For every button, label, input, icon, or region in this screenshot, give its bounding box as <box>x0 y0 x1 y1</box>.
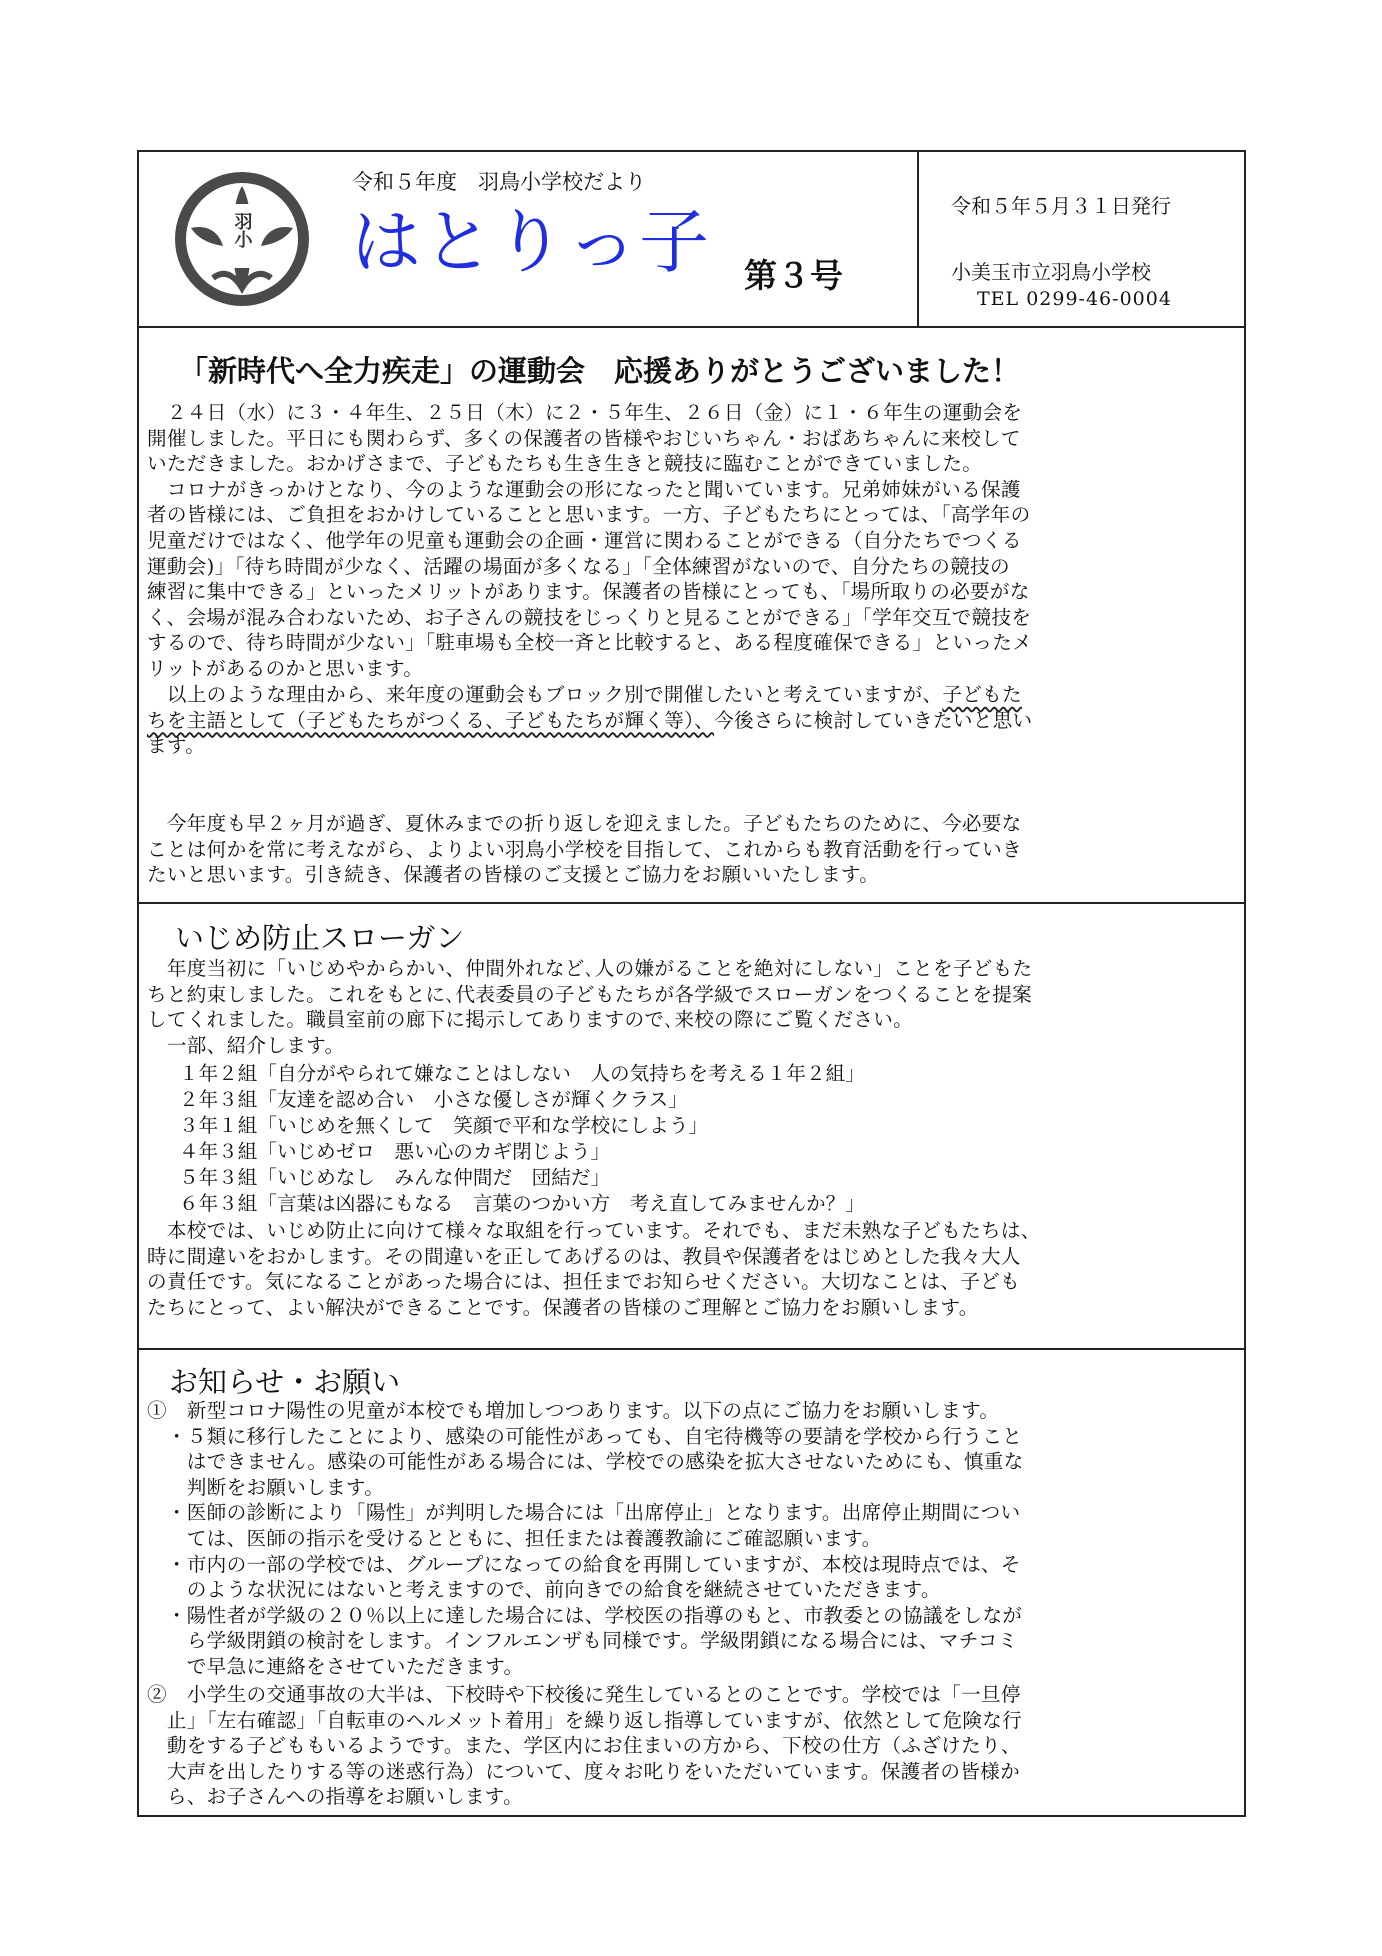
sports-day-paragraph-1: ２４日（水）に３・４年生、２５日（木）に２・５年生、２６日（金）に１・６年生の運動会を 開催しました。平日にも関わらず、多くの保護者の皆様やおじいちゃん・おばあちゃんに来校して いただきました。おかげさまで、子どもたちも生き生きと競技に臨むことができていました。 コロナがきっかけとなり、今のような運動会の形になったと聞いています。兄弟姉妹がいる保護 者の皆様には、ご負担をおかけしていることと思います。一方、子どもたちにとっては、「高学年の 児童だけではなく、他学年の児童も運動会の企画・運営に関わることができる（自分たちでつくる 運動会)」「待ち時間が少なく、活躍の場面が多くなる」「全体練習がないので、自分たちの競技の 練習に集中できる」といったメリットがあります。保護者の皆様にとっても、「場所取りの必要がな く、会場が混み合わないため、お子さんの競技をじっくりと見ることができる」「学年交互で競技を するので、待ち時間が少ない」「駐車場も全校一斉と比較すると、ある程度確保できる」といったメ リットがあるのかと思います。 <box>147 401 1033 680</box>
notice-item-1: ① 新型コロナ陽性の児童が本校でも増加しつつあります。以下の点にご協力をお願いします。 ・５類に移行したことにより、感染の可能性があっても、自宅待機等の要請を学校から行うこと はできません。感染の可能性がある場合には、学校での感染を拡大させないためにも、慎重な 判断をお願いします。 ・医師の診断により「陽性」が判明した場合には「出席停止」となります。出席停止期間につい ては、医師の指示を受けるとともに、担任または養護教諭にご確認願います。 ・市内の一部の学校では、グループになっての給食を再開していますが、本校は現時点では、そ のような状況にはないと考えますので、前向きでの給食を継続させていただきます。 ・陽性者が学級の２０％以上に達した場合には、学校医の指導のもと、市教委との協議をしなが ら学級閉鎖の検討をします。インフルエンザも同様です。学級閉鎖になる場合には、マチコミ で早急に連絡をさせていただきます。 <box>147 1399 1024 1678</box>
sports-day-paragraph-3: 今年度も早２ヶ月が過ぎ、夏休みまでの折り返しを迎えました。子どもたちのために、今必要な ことは何かを常に考えながら、よりよい羽鳥小学校を目指して、これからも教育活動を行っていき たいと思います。引き続き、保護者の皆様のご支援とご協力をお願いいたします。 <box>147 812 1022 887</box>
school-name: 小美玉市立羽鳥小学校 <box>951 260 1151 284</box>
slogan-item: ４年３組「いじめゼロ 悪い心のカギ閉じよう」 <box>179 1140 611 1163</box>
notice-heading: お知らせ・お願い <box>169 1365 401 1399</box>
newsletter-title: はとりっ子 <box>351 201 711 283</box>
sports-day-heading: 「新時代へ全力疾走」の運動会 応援ありがとうございました！ <box>179 354 1021 388</box>
sports-day-paragraph-2 <box>147 682 1237 759</box>
sports-day-paragraph-2-end: 今後さらに検討していきたいと思い ます。 <box>147 708 1033 758</box>
issue-number: 第３号 <box>744 256 843 295</box>
newsletter-frame <box>137 150 1246 1817</box>
header-divider <box>917 152 919 326</box>
school-phone: TEL 0299-46-0004 <box>977 288 1172 310</box>
slogan-item: ３年１組「いじめを無くして 笑顔で平和な学校にしよう」 <box>179 1114 709 1137</box>
masthead <box>139 152 1244 328</box>
svg-text:羽小: 羽小 <box>231 212 253 248</box>
notice-item-2: ② 小学生の交通事故の大半は、下校時や下校後に発生しているとのことです。学校では「一旦停 止」「左右確認」「自転車のヘルメット着用」を繰り返し指導していますが、依然として危険な行 動をする子どももいるようです。また、学区内にお住まいの方から、下校の仕方（ふざけたり、 大声を出したりする等の迷惑行為）について、度々お叱りをいただいています。保護者の皆様か ら、お子さんへの指導をお願いします。 <box>147 1683 1023 1809</box>
school-emblem-logo <box>171 168 313 310</box>
slogan-item: ６年３組「言葉は凶器にもなる 言葉のつかい方 考え直してみませんか？」 <box>179 1192 865 1215</box>
bullying-intro: 年度当初に「いじめやからかい、仲間外れなど､人の嫌がることを絶対にしない」ことを子どもた ちと約束しました。これをもとに､代表委員の子どもたちが各学級でスローガンをつくることを提案 してくれました。職員室前の廊下に掲示してありますので､来校の際にご覧ください。 一部、紹介します。 <box>147 957 1033 1057</box>
slogan-item: １年２組「自分がやられて嫌なことはしない 人の気持ちを考える１年２組」 <box>179 1062 865 1085</box>
slogan-item: ５年３組「いじめなし みんな仲間だ 団結だ」 <box>179 1166 611 1189</box>
sports-day-emphasis: 子どもた ちを主語として（子どもたちがつくる、子どもたちが輝く等）、 <box>147 683 1022 732</box>
newsletter-series: 令和５年度 羽鳥小学校だより <box>352 170 646 194</box>
sports-day-paragraph-2-start: 以上のような理由から、来年度の運動会もブロック別で開催したいと考えていますが、 <box>147 683 943 706</box>
slogan-item: ２年３組「友達を認め合い 小さな優しさが輝くクラス」 <box>179 1088 688 1111</box>
bullying-closing: 本校では、いじめ防止に向けて様々な取組を行っています。それでも、まだ未熟な子どもたちは、 時に間違いをおかします。その間違いを正してあげるのは、教員や保護者をはじめとした我々大人 の責任です。気になることがあった場合には、担任までお知らせください。大切なことは、子ども たちにとって、よい解決ができることです。保護者の皆様のご理解とご協力をお願いします。 <box>147 1219 1041 1319</box>
bullying-heading: いじめ防止スローガン <box>175 921 465 955</box>
issue-date: 令和５年５月３１日発行 <box>951 194 1171 218</box>
